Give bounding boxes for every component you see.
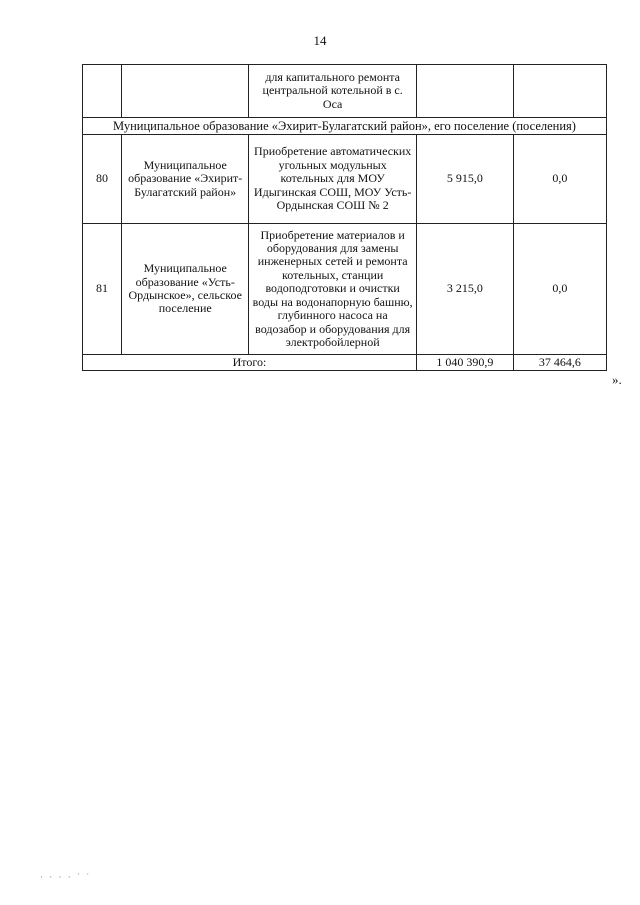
total-value1: 1 040 390,9 — [416, 355, 513, 371]
cell-municipality-empty — [122, 65, 249, 118]
closing-quote: ». — [612, 372, 622, 387]
cell-num: 81 — [83, 224, 122, 355]
table-row — [83, 224, 607, 355]
cell-value1: 5 915,0 — [416, 135, 513, 224]
funding-table — [82, 64, 607, 371]
page-number: 14 — [313, 33, 327, 48]
cell-purpose: для капитального ремонта центральной котельной в с. Оса — [249, 65, 417, 118]
cell-value2: 0,0 — [513, 224, 606, 355]
cell-value2: 0,0 — [513, 135, 606, 224]
cell-num: 80 — [83, 135, 122, 224]
table-row — [83, 135, 607, 224]
section-header-row — [83, 118, 607, 135]
scan-specks: · · · · ˙ ˙ — [40, 872, 92, 882]
cell-value1-empty — [416, 65, 513, 118]
cell-value2-empty — [513, 65, 606, 118]
cell-municipality: Муниципальное образование «Усть-Ордынское», сельское поселение — [122, 224, 249, 355]
cell-municipality: Муниципальное образование «Эхирит-Булагатский район» — [122, 135, 249, 224]
total-value2: 37 464,6 — [513, 355, 606, 371]
cell-purpose: Приобретение автоматических угольных модульных котельных для МОУ Идыгинская СОШ, МОУ Усть-Ордынская СОШ № 2 — [249, 135, 417, 224]
table-row-continued — [83, 65, 607, 118]
cell-purpose: Приобретение материалов и оборудования для замены инженерных сетей и ремонта котельных, станции водоподготовки и очистки воды на водонапорную башню, глубинного насоса на водозабор и оборудования для электробойлерной — [249, 224, 417, 355]
cell-value1: 3 215,0 — [416, 224, 513, 355]
cell-num-empty — [83, 65, 122, 118]
total-row — [83, 355, 607, 371]
section-title: Муниципальное образование «Эхирит-Булагатский район», его поселение (поселения) — [83, 118, 607, 135]
total-label: Итого: — [83, 355, 417, 371]
